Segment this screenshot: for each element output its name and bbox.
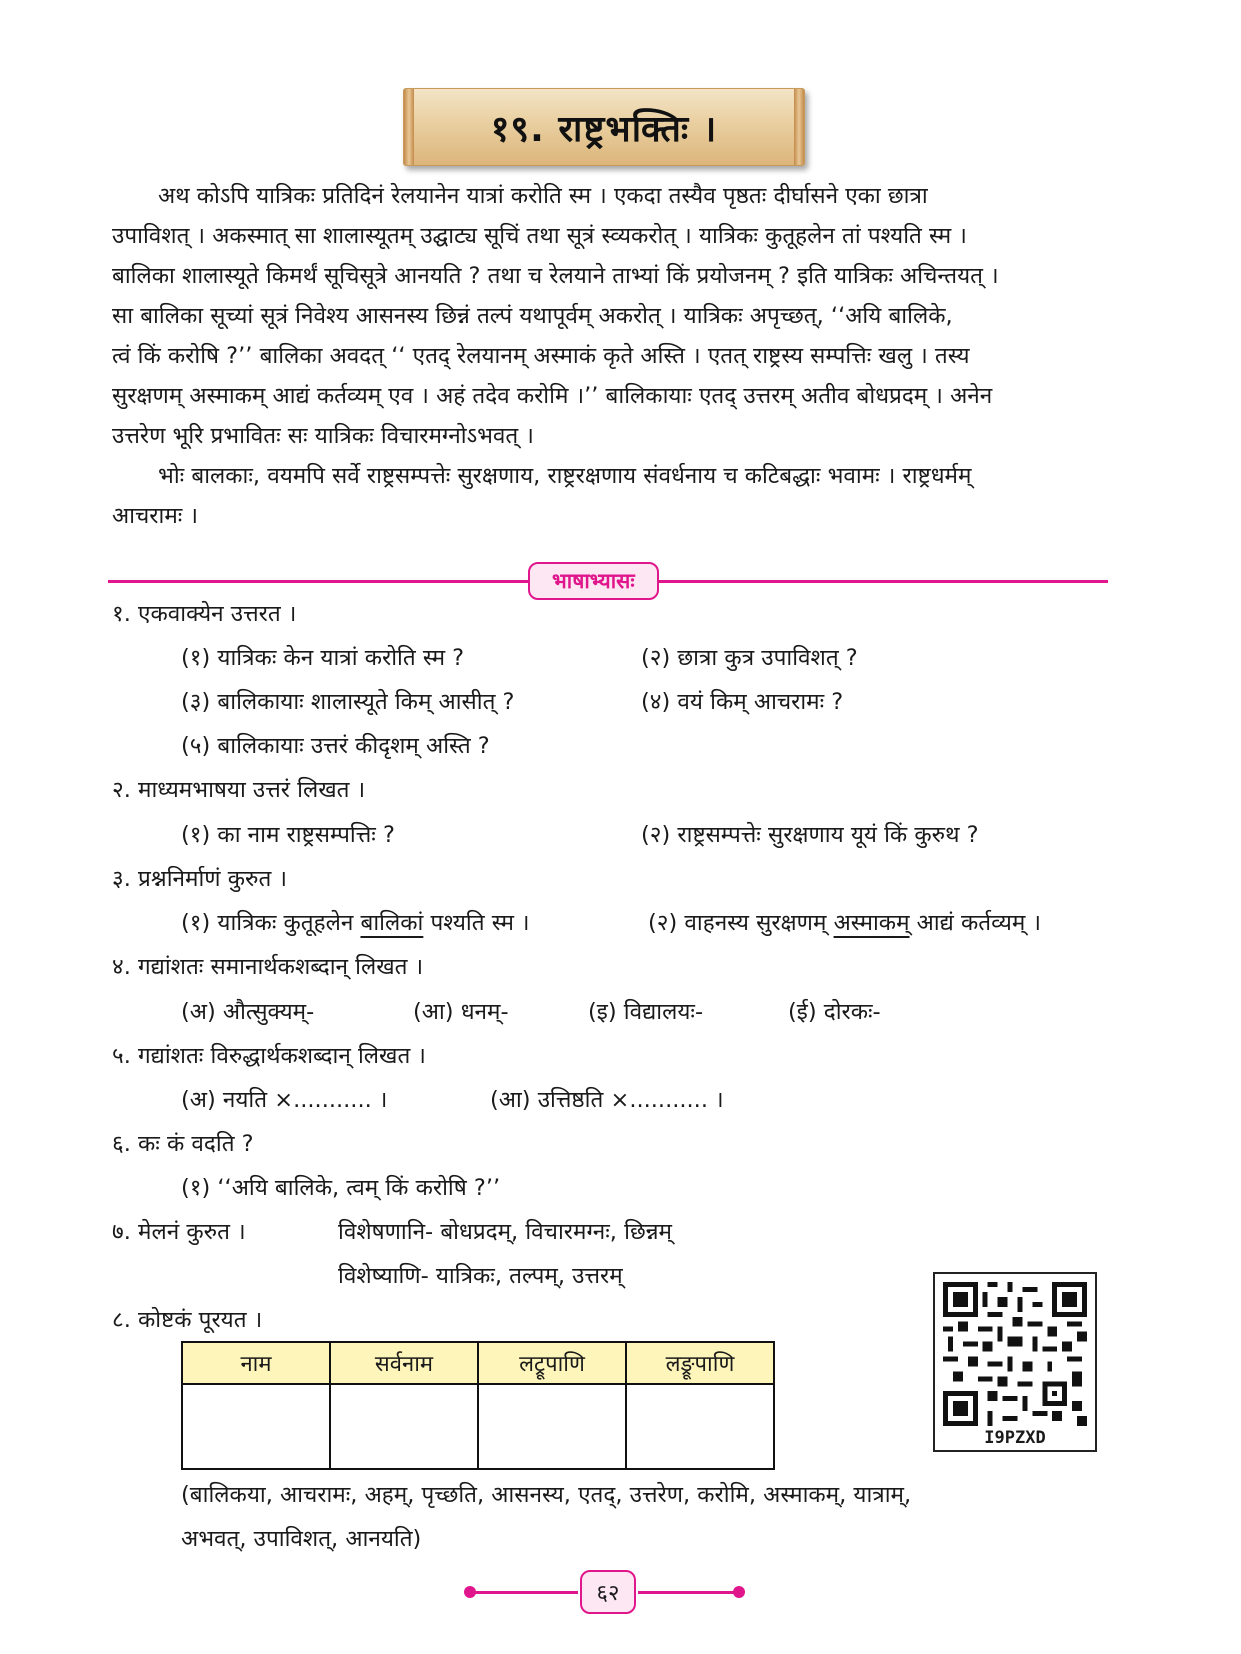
question-heading: ७. मेलनं कुरुत ।: [112, 1219, 246, 1245]
question-item: (१) का नाम राष्ट्रसम्पत्तिः ?: [181, 822, 395, 848]
footer-rule-right: [638, 1591, 738, 1594]
question-heading: १. एकवाक्येन उत्तरत ।: [112, 601, 297, 627]
passage-line: उत्तरेण भूरि प्रभावितः सः यात्रिकः विचारमग्नोऽभवत् ।: [112, 423, 534, 449]
table-cell[interactable]: [330, 1384, 478, 1469]
underlined-word: अस्माकम्: [833, 910, 910, 936]
question-heading: ४. गद्यांशतः समानार्थकशब्दान् लिखत ।: [112, 954, 424, 980]
passage-line: बालिका शालास्यूते किमर्थं सूचिसूत्रे आनयति ? तथा च रेलयाने ताभ्यां किं प्रयोजनम् ? इति यात्रिकः अचिन्तयत् ।: [112, 263, 999, 289]
underlined-word: बालिकां: [360, 910, 424, 936]
word-bank-line: अभवत्, उपाविशत्, आनयति): [181, 1526, 422, 1552]
table-cell[interactable]: [478, 1384, 626, 1469]
table-cell[interactable]: [626, 1384, 774, 1469]
match-row: विशेष्याणि- यात्रिकः, तल्पम्, उत्तरम्: [338, 1263, 623, 1289]
question-item: (ई) दोरकः-: [788, 999, 881, 1025]
column-header: नाम: [182, 1342, 330, 1384]
question-item: (५) बालिकायाः उत्तरं कीदृशम् अस्ति ?: [181, 733, 490, 759]
closing-line: भोः बालकाः, वयमपि सर्वे राष्ट्रसम्पत्तेः सुरक्षणाय, राष्ट्ररक्षणाय संवर्धनाय च कटिबद्धाः भवामः । राष्ट्रधर्मम्: [158, 463, 972, 489]
qr-code-label: I9PZXD: [984, 1428, 1046, 1448]
qr-code-icon: [943, 1282, 1087, 1426]
qr-code-box[interactable]: [933, 1272, 1097, 1452]
question-item: (आ) धनम्-: [413, 999, 509, 1025]
passage-line: त्वं किं करोषि ?’’ बालिका अवदत् ‘‘ एतद् रेलयानम् अस्माकं कृते अस्ति । एतत् राष्ट्रस्य सम्पत्तिः खलु । तस्य: [112, 343, 970, 369]
page-number: ६२: [580, 1570, 636, 1614]
passage-line: सा बालिका सूच्यां सूत्रं निवेश्य आसनस्य छिन्नं तल्पं यथापूर्वम् अकरोत् । यात्रिकः अपृच्छत्, ‘‘अयि बालिके,: [112, 303, 953, 329]
item-text: आद्यं कर्तव्यम् ।: [909, 910, 1041, 936]
item-text: (२) वाहनस्य सुरक्षणम्: [648, 910, 834, 936]
footer-rule-left: [470, 1591, 578, 1594]
item-text: (१) यात्रिकः कुतूहलेन: [181, 910, 361, 936]
word-bank-line: (बालिकया, आचरामः, अहम्, पृच्छति, आसनस्य, एतद्, उत्तरेण, करोमि, अस्माकम्, यात्राम्,: [181, 1482, 912, 1508]
question-item: (इ) विद्यालयः-: [588, 999, 704, 1025]
item-text: पश्यति स्म ।: [423, 910, 530, 936]
question-heading: २. माध्यमभाषया उत्तरं लिखत ।: [112, 777, 366, 803]
fill-in-table: [181, 1341, 775, 1470]
chapter-title: १९. राष्ट्रभक्तिः ।: [490, 108, 718, 150]
question-item: (१) यात्रिकः केन यात्रां करोति स्म ?: [181, 645, 465, 671]
question-heading: ५. गद्यांशतः विरुद्धार्थकशब्दान् लिखत ।: [112, 1043, 426, 1069]
passage: [112, 176, 1112, 536]
section-label: भाषाभ्यासः: [528, 562, 659, 600]
question-item: (२) छात्रा कुत्र उपाविशत् ?: [641, 645, 858, 671]
column-header: सर्वनाम: [330, 1342, 478, 1384]
closing-line: आचरामः ।: [112, 503, 198, 529]
question-item: (४) वयं किम् आचरामः ?: [641, 689, 844, 715]
table-cell[interactable]: [182, 1384, 330, 1469]
question-item: (आ) उत्तिष्ठति ×........... ।: [490, 1087, 724, 1113]
footer-dot-left: [464, 1586, 476, 1598]
passage-line: सुरक्षणम् अस्माकम् आद्यं कर्तव्यम् एव । अहं तदेव करोमि ।’’ बालिकायाः एतद् उत्तरम् अतीव बोधप्रदम् । अनेन: [112, 383, 993, 409]
question-item: (अ) नयति ×........... ।: [181, 1087, 388, 1113]
table-row: [182, 1384, 774, 1469]
question-item: [181, 908, 530, 938]
column-header: लट्रूपाणि: [478, 1342, 626, 1384]
passage-line: उपाविशत् । अकस्मात् सा शालास्यूतम् उद्घाट्य सूचिं तथा सूत्रं स्व्यकरोत् । यात्रिकः कुतूहलेन तां पश्यति स्म ।: [112, 223, 967, 249]
question-heading: ३. प्रश्ननिर्माणं कुरुत ।: [112, 866, 287, 892]
question-item: (३) बालिकायाः शालास्यूते किम् आसीत् ?: [181, 689, 515, 715]
question-item: (१) ‘‘अयि बालिके, त्वम् किं करोषि ?’’: [181, 1175, 501, 1201]
passage-line: अथ कोऽपि यात्रिकः प्रतिदिनं रेलयानेन यात्रां करोति स्म । एकदा तस्यैव पृष्ठतः दीर्घासने एका छात्रा: [158, 183, 928, 209]
column-header: लङ्रूपाणि: [626, 1342, 774, 1384]
question-item: (२) राष्ट्रसम्पत्तेः सुरक्षणाय यूयं किं कुरुथ ?: [641, 822, 979, 848]
question-heading: ८. कोष्टकं पूरयत ।: [112, 1307, 263, 1333]
question-item: [648, 908, 1041, 938]
chapter-title-banner: [403, 88, 805, 166]
table-header-row: [182, 1342, 774, 1384]
question-item: (अ) औत्सुक्यम्-: [181, 999, 315, 1025]
question-heading: ६. कः कं वदति ?: [112, 1131, 254, 1157]
footer-dot-right: [733, 1586, 745, 1598]
match-row: विशेषणानि- बोधप्रदम्, विचारमग्नः, छिन्नम्: [338, 1219, 672, 1245]
